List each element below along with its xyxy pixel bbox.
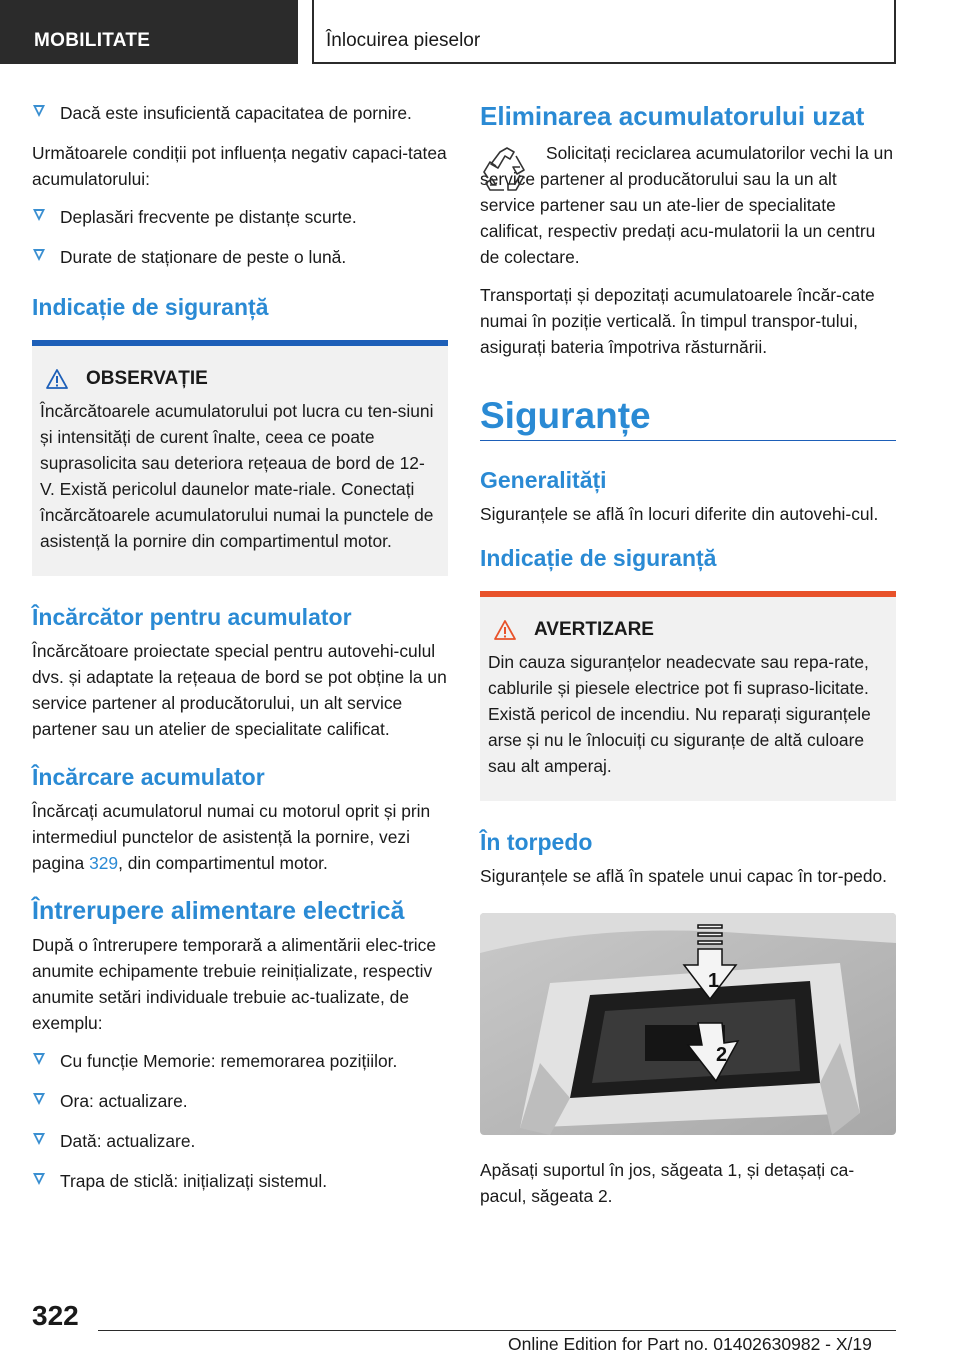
header-section-tab bbox=[0, 0, 298, 64]
header-section-label: MOBILITATE bbox=[34, 30, 151, 51]
bullet-triangle-icon bbox=[33, 1173, 45, 1185]
paragraph: După o întrerupere temporară a alimentării elec-trice anumite echipamente trebuie reinițializate, respectiv anumite setări individuale trebuie ac-tualizate, de exemplu: bbox=[32, 935, 437, 1033]
chapter-heading: Siguranțe bbox=[480, 395, 651, 436]
paragraph: Următoarele condiții pot influența negativ capaci-tatea acumulatorului: bbox=[32, 143, 447, 189]
warning-triangle-icon bbox=[46, 369, 68, 389]
bullet-triangle-icon bbox=[33, 1133, 45, 1145]
paragraph: Solicitați reciclarea acumulatorilor vechi la un service partener al producătorului sau la un alt service partener sau un ate-lier de specialitate calificat, respectiv predați acu-mulatorii la un centru de colectare. bbox=[480, 143, 893, 267]
warning-triangle-icon bbox=[494, 620, 516, 640]
page-number: 322 bbox=[32, 1300, 79, 1331]
disposal-block bbox=[480, 140, 896, 270]
header-chapter-tab bbox=[312, 0, 896, 64]
paragraph: Încărcătoare proiectate special pentru autovehi-culul dvs. și adaptate la rețeaua de bord se pot obține la un service partener al producătorului, un alt service partener sau un atelier de specialitate calificat. bbox=[32, 641, 447, 739]
notice-box bbox=[32, 346, 448, 576]
chapter-rule bbox=[480, 440, 896, 441]
warning-title: AVERTIZARE bbox=[488, 619, 882, 641]
right-column bbox=[480, 100, 896, 1221]
section-heading: În torpedo bbox=[480, 829, 593, 855]
bullet-triangle-icon bbox=[33, 105, 45, 117]
left-column bbox=[32, 100, 448, 1208]
list-item: Durate de staționare de peste o lună. bbox=[32, 244, 448, 270]
bullet-triangle-icon bbox=[33, 209, 45, 221]
section-heading: Întrerupere alimentare electrică bbox=[32, 897, 405, 925]
warning-text: Din cauza siguranțelor neadecvate sau repa-rate, cablurile și piesele electrice pot fi supraso-licitate. Există pericol de incendiu. Nu reparați siguranțele arse și nu le înlocuiți cu siguranțe de altă culoare sau alt amperaj. bbox=[488, 652, 871, 776]
section-heading: Eliminarea acumulatorului uzat bbox=[480, 101, 865, 131]
section-heading: Încărcare acumulator bbox=[32, 764, 265, 790]
list-item: Ora: actualizare. bbox=[32, 1088, 448, 1114]
notice-text: Încărcătoarele acumulatorului pot lucra cu ten-siuni și intensități de curent înalte, ceea ce poate suprasolicita sau deteriora rețeaua de bord de 12-V. Există pericolul daunelor mate-riale. Conectați încărcătoarele acumulatorului numai la punctele de asistență la pornire din compartimentul motor. bbox=[40, 401, 434, 551]
glovebox-fuse-photo bbox=[480, 913, 896, 1135]
footer-edition: Online Edition for Part no. 01402630982 - X/19 bbox=[508, 1334, 872, 1354]
header-chapter-label: Înlocuirea pieselor bbox=[326, 30, 481, 51]
photo-caption: Apăsați suportul în jos, săgeata 1, și detașați ca-pacul, săgeata 2. bbox=[480, 1160, 855, 1206]
warning-box bbox=[480, 597, 896, 801]
footer-rule bbox=[98, 1330, 896, 1331]
recycle-icon bbox=[480, 144, 534, 198]
list-item: Deplasări frecvente pe distanțe scurte. bbox=[32, 204, 448, 230]
arrow-label-2: 2 bbox=[716, 1044, 728, 1066]
list-item: Trapa de sticlă: inițializați sistemul. bbox=[32, 1168, 448, 1194]
paragraph: Siguranțele se află în locuri diferite din autovehi-cul. bbox=[480, 504, 879, 524]
section-heading: Indicație de siguranță bbox=[32, 294, 269, 320]
bullet-triangle-icon bbox=[33, 249, 45, 261]
bullet-triangle-icon bbox=[33, 1093, 45, 1105]
list-item: Dată: actualizare. bbox=[32, 1128, 448, 1154]
section-heading: Generalități bbox=[480, 467, 607, 493]
section-heading: Indicație de siguranță bbox=[480, 545, 717, 571]
list-item: Dacă este insuficientă capacitatea de pornire. bbox=[32, 100, 448, 126]
bullet-triangle-icon bbox=[33, 1053, 45, 1065]
list-item: Cu funcție Memorie: rememorarea pozițiilor. bbox=[32, 1048, 448, 1074]
paragraph: Transportați și depozitați acumulatoarele încăr-cate numai în poziție verticală. În timpul transpor-tului, asigurați bateria împotriva răsturnării. bbox=[480, 285, 875, 357]
section-heading: Încărcător pentru acumulator bbox=[32, 604, 352, 630]
arrow-label-1: 1 bbox=[708, 970, 720, 992]
paragraph: Siguranțele se află în spatele unui capac în tor-pedo. bbox=[480, 866, 888, 886]
page-link[interactable]: 329 bbox=[89, 853, 119, 873]
notice-title: OBSERVAȚIE bbox=[40, 368, 434, 390]
paragraph: Încărcați acumulatorul numai cu motorul oprit și prin intermediul punctelor de asistență la pornire, vezi pagina 329, din compartimentul motor. bbox=[32, 801, 431, 873]
